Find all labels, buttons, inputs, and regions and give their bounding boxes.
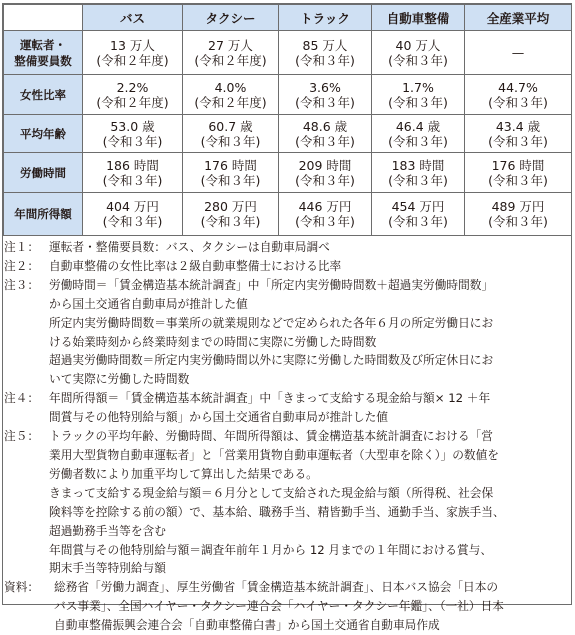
footnote-line: 超過勤務手当等を含む [49,523,166,538]
table-row-annual-income [4,193,572,236]
cell-value: 4.0% [214,79,247,95]
footnote-1 [4,238,570,257]
footnote-label: 注４： [4,391,40,406]
cell-period: (令和３年) [488,133,548,149]
table-cell [279,31,372,75]
footnote-line: きまって支給する現金給与額＝６月分として支給された現金給与額（所得税、社会保 [49,485,494,500]
cell-value: 43.4 歳 [495,118,541,134]
table-cell [83,31,183,75]
cell-value: 209 時間 [298,157,352,173]
table-cell [465,153,572,193]
cell-period: (令和３年) [102,133,163,149]
cell-value: 60.7 歳 [208,118,253,134]
cell-value: 280 万円 [204,199,257,214]
cell-value: 44.7% [498,79,538,95]
footnote-line: トラックの平均年齢、労働時間、年間所得額は、賃金構造基本統計調査における「営 [49,429,493,444]
footnote-2 [4,257,570,276]
footnote-4 [4,389,570,427]
cell-period: (令和３年) [488,172,548,188]
cell-period: (令和３年) [102,214,163,229]
cell-value: 176 時間 [491,157,545,173]
cell-period: (令和３年) [388,94,448,110]
cell-period: (令和３年) [388,172,448,188]
footnote-line: バス事業」、全国ハイヤー・タクシー連合会「ハイヤー・タクシー年鑑」、（一社）日本 [54,599,504,614]
column-header-taxi: タクシー [183,5,279,31]
footnote-label: 注５： [4,429,40,444]
table-row-working-hours [4,153,572,193]
table-row-female-ratio [4,75,572,115]
cell-value: — [511,45,525,60]
cell-value: 13 万人 [110,37,155,53]
source-note [4,578,570,635]
footnote-line: 労働者数により加重平均して算出した結果である。 [49,466,318,481]
table-cell [465,75,572,115]
table-cell [372,75,465,115]
footnote-line: 自動車整備振興会連合会「自動車整備白書」から国土交通省自動車局作成 [54,618,440,633]
footnote-body [49,389,570,427]
table-header-row [4,5,572,31]
column-header-all-industry-average: 全産業平均 [465,5,572,31]
table-cell [83,75,183,115]
cell-value: 454 万円 [391,199,445,214]
footnote-body [54,578,570,635]
cell-period: (令和３年) [102,172,163,188]
table-cell [372,115,465,153]
footnote-label: 注１： [4,240,40,254]
footnote-line: 総務省「労働力調査」、厚生労働省「賃金構造基本統計調査」、日本バス協会「日本の [54,580,499,595]
cell-period: (令和２年度) [194,52,267,68]
table-cell [183,75,279,115]
footnote-line: 期末手当等特別給与額 [49,561,166,576]
column-header-truck: トラック [279,5,372,31]
table-row-average-age [4,115,572,153]
cell-period: (令和３年) [200,133,261,149]
cell-value: 27 万人 [208,37,253,53]
table-cell [372,193,465,236]
table-cell [83,153,183,193]
row-header-line: 運転者・ [20,37,66,52]
cell-period: (令和３年) [295,94,355,110]
cell-period: (令和３年) [488,94,548,110]
cell-value: 446 万円 [298,199,352,214]
footnote-label: 注２： [4,258,40,273]
table-cell [183,193,279,236]
cell-period: (令和３年) [488,214,548,229]
footnote-line: 自動車整備の女性比率は２級自動車整備士における比率 [49,258,342,273]
footnote-line: 運転者・整備要員数：バス、タクシーは自動車局調べ [49,240,330,254]
footnote-body [49,238,570,257]
cell-value: 53.0 歳 [110,118,155,134]
row-header-average-age: 平均年齢 [4,115,83,153]
table-cell [83,115,183,153]
cell-period: (令和３年) [388,133,448,149]
table-cell [183,115,279,153]
cell-value: 176 時間 [204,157,257,173]
table-cell [279,153,372,193]
footnote-label: 資料： [4,580,40,595]
table-row-headcount [4,31,572,75]
footnote-line: 年間賞与その他特別給与額＝調査年前年１月から 12 月までの１年間における賞与、 [49,542,493,557]
footnote-line: 労働時間＝「賃金構造基本統計調査」中「所定内実労働時間数＋超過実労働時間数」 [49,277,494,292]
workforce-table [3,4,572,236]
table-corner-cell [4,5,83,31]
cell-value: 48.6 歳 [302,118,348,134]
cell-period: (令和３年) [200,172,261,188]
cell-period: (令和３年) [200,214,261,229]
row-header-headcount [4,31,83,75]
table-cell [465,193,572,236]
footnote-line: から国土交通省自動車局が推計した値 [49,296,248,311]
footnotes [4,238,570,635]
cell-value: 1.7% [402,79,434,95]
table-cell [279,75,372,115]
table-cell [183,153,279,193]
footnote-line: 間賞与その他特別給与額」から国土交通省自動車局が推計した値 [49,410,388,425]
column-header-auto-maintenance: 自動車整備 [372,5,465,31]
footnote-line: 超過実労働時間数＝所定内実労働時間以外に実際に労働した時間数及び所定休日にお [49,353,494,368]
footnote-3 [4,276,570,389]
table-cell [465,115,572,153]
cell-period: (令和２年度) [96,52,169,68]
cell-period: (令和３年) [388,214,448,229]
footnote-line: 険料等を控除する前の額）で、基本給、職務手当、精皆勤手当、通勤手当、家族手当、 [49,504,505,519]
cell-period: (令和３年) [295,52,355,68]
cell-period: (令和２年度) [96,94,169,110]
cell-period: (令和２年度) [194,94,267,110]
table-cell [83,193,183,236]
row-header-annual-income: 年間所得額 [4,193,83,236]
footnote-line: ける始業時刻から終業時刻までの時間に実際に労働した時間数 [49,334,377,349]
footnote-body [49,276,570,389]
footnote-body [49,257,570,276]
statistics-panel [2,3,572,633]
cell-period: (令和３年) [295,214,355,229]
table-cell [372,153,465,193]
footnote-line: 年間所得額＝「賃金構造基本統計調査」中「きまって支給する現金給与額× 12 ＋年 [49,391,491,406]
cell-value: 489 万円 [491,199,545,214]
cell-value: 85 万人 [302,37,348,53]
cell-period: (令和３年) [295,133,355,149]
table-cell [465,31,572,75]
footnote-5 [4,427,570,578]
table-cell [183,31,279,75]
table-cell [279,115,372,153]
table-cell [372,31,465,75]
footnote-line: 所定内実労働時間数＝事業所の就業規則などで定められた各年６月の所定労働日にお [49,315,494,330]
cell-value: 404 万円 [106,199,159,214]
row-header-female-ratio: 女性比率 [4,75,83,115]
cell-value: 186 時間 [106,157,159,173]
cell-value: 2.2% [116,79,149,95]
column-header-bus: バス [83,5,183,31]
row-header-working-hours: 労働時間 [4,153,83,193]
footnote-body [49,427,570,578]
cell-period: (令和３年) [388,52,448,68]
cell-value: 183 時間 [391,157,445,173]
cell-value: 40 万人 [395,37,441,53]
table-cell [279,193,372,236]
footnote-line: 業用大型貨物自動車運転者」と「営業用貨物自動車運転者（大型車を除く）」の数値を [49,447,499,462]
footnote-label: 注３： [4,277,40,292]
cell-period: (令和３年) [295,172,355,188]
cell-value: 3.6% [309,79,341,95]
footnote-line: いて実際に労働した時間数 [49,372,190,387]
cell-value: 46.4 歳 [395,118,441,134]
row-header-line: 整備要員数 [14,53,72,68]
